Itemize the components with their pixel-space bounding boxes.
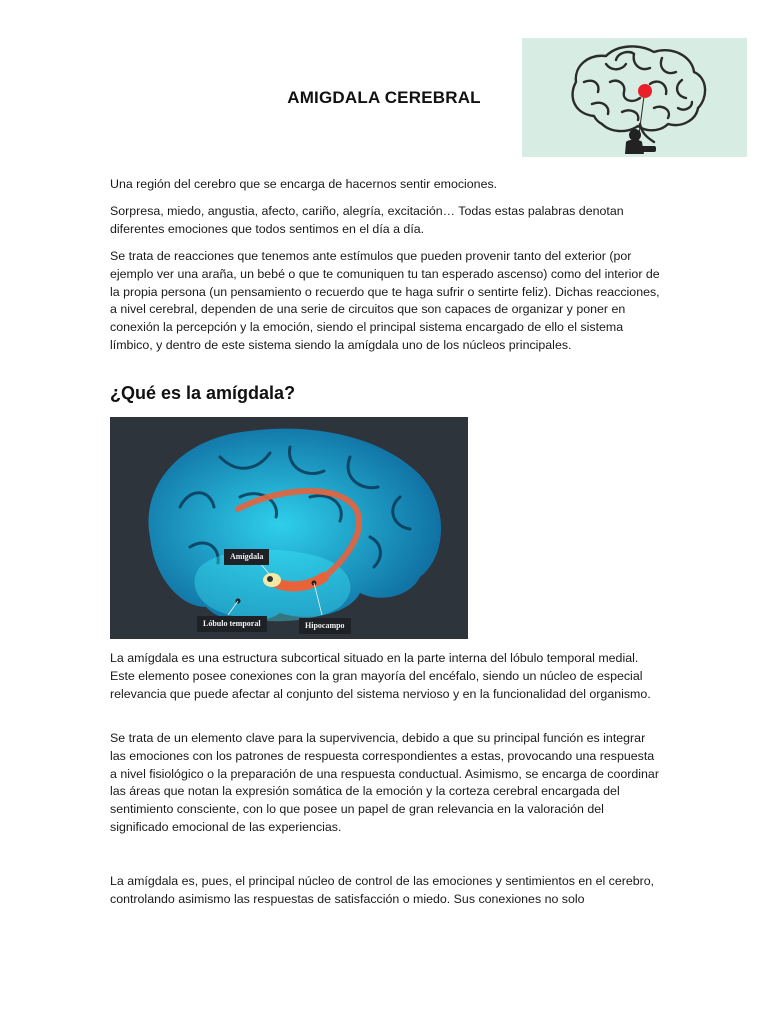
brain-anatomy-icon — [110, 417, 468, 639]
paragraph-control: La amígdala es, pues, el principal núcleo de control de las emociones y sentimientos en el cerebro, controlando asimismo las respuestas de satisfacción o miedo. Sus conexiones no solo — [110, 874, 655, 906]
brain-balloon-illustration — [522, 38, 747, 157]
paragraph-intro: Una región del cerebro que se encarga de hacernos sentir emociones. — [110, 177, 498, 191]
brain-line-art-icon — [522, 38, 747, 157]
label-hipocampo: Hipocampo — [299, 618, 351, 634]
amygdala-anatomy-figure — [110, 417, 468, 639]
label-amigdala: Amígdala — [224, 549, 269, 565]
balloon-icon — [638, 84, 652, 98]
paragraph-structure: La amígdala es una estructura subcortical situado en la parte interna del lóbulo temporal medial. Este elemento posee conexiones con la gran mayoría del encéfalo, siendo un núcleo de especial relevancia que puede afectar al conjunto del sistema nervioso y en la funcionalidad del organismo. — [110, 651, 651, 701]
paragraph-reactions: Se trata de reacciones que tenemos ante estímulos que pueden provenir tanto del exterior (por ejemplo ver una araña, un bebé o que te comuniquen tu tan esperado ascenso) como del interior de la propia persona (un pensamiento o recuerdo que te haga sufrir o sentirte feliz). Dichas reacciones, a nivel cerebral, dependen de una serie de circuitos que son capaces de organizar y poner en conexión la percepción y la emoción, siendo el principal sistema encargado de ello el sistema límbico, y dentro de este sistema siendo la amígdala uno de los núcleos principales. — [110, 249, 660, 352]
paragraph-survival: Se trata de un elemento clave para la supervivencia, debido a que su principal función es integrar las emociones con los patrones de respuesta correspondientes a estas, provocando una respuesta a nivel fisiológico o la preparación de una respuesta conductual. Asimismo, se encarga de coordinar las áreas que notan la expresión somática de la emoción y la corteza cerebral encargada del sentimiento consciente, con lo que posee un papel de gran relevancia en la valoración del significado emocional de las experiencias. — [110, 731, 659, 834]
section-heading: ¿Qué es la amígdala? — [110, 383, 296, 403]
label-lobulo-temporal: Lóbulo temporal — [197, 616, 267, 632]
document-title: AMIGDALA CEREBRAL — [287, 88, 481, 107]
paragraph-emotions: Sorpresa, miedo, angustia, afecto, cariño, alegría, excitación… Todas estas palabras denotan diferentes emociones que todos sentimos en el día a día. — [110, 204, 624, 236]
